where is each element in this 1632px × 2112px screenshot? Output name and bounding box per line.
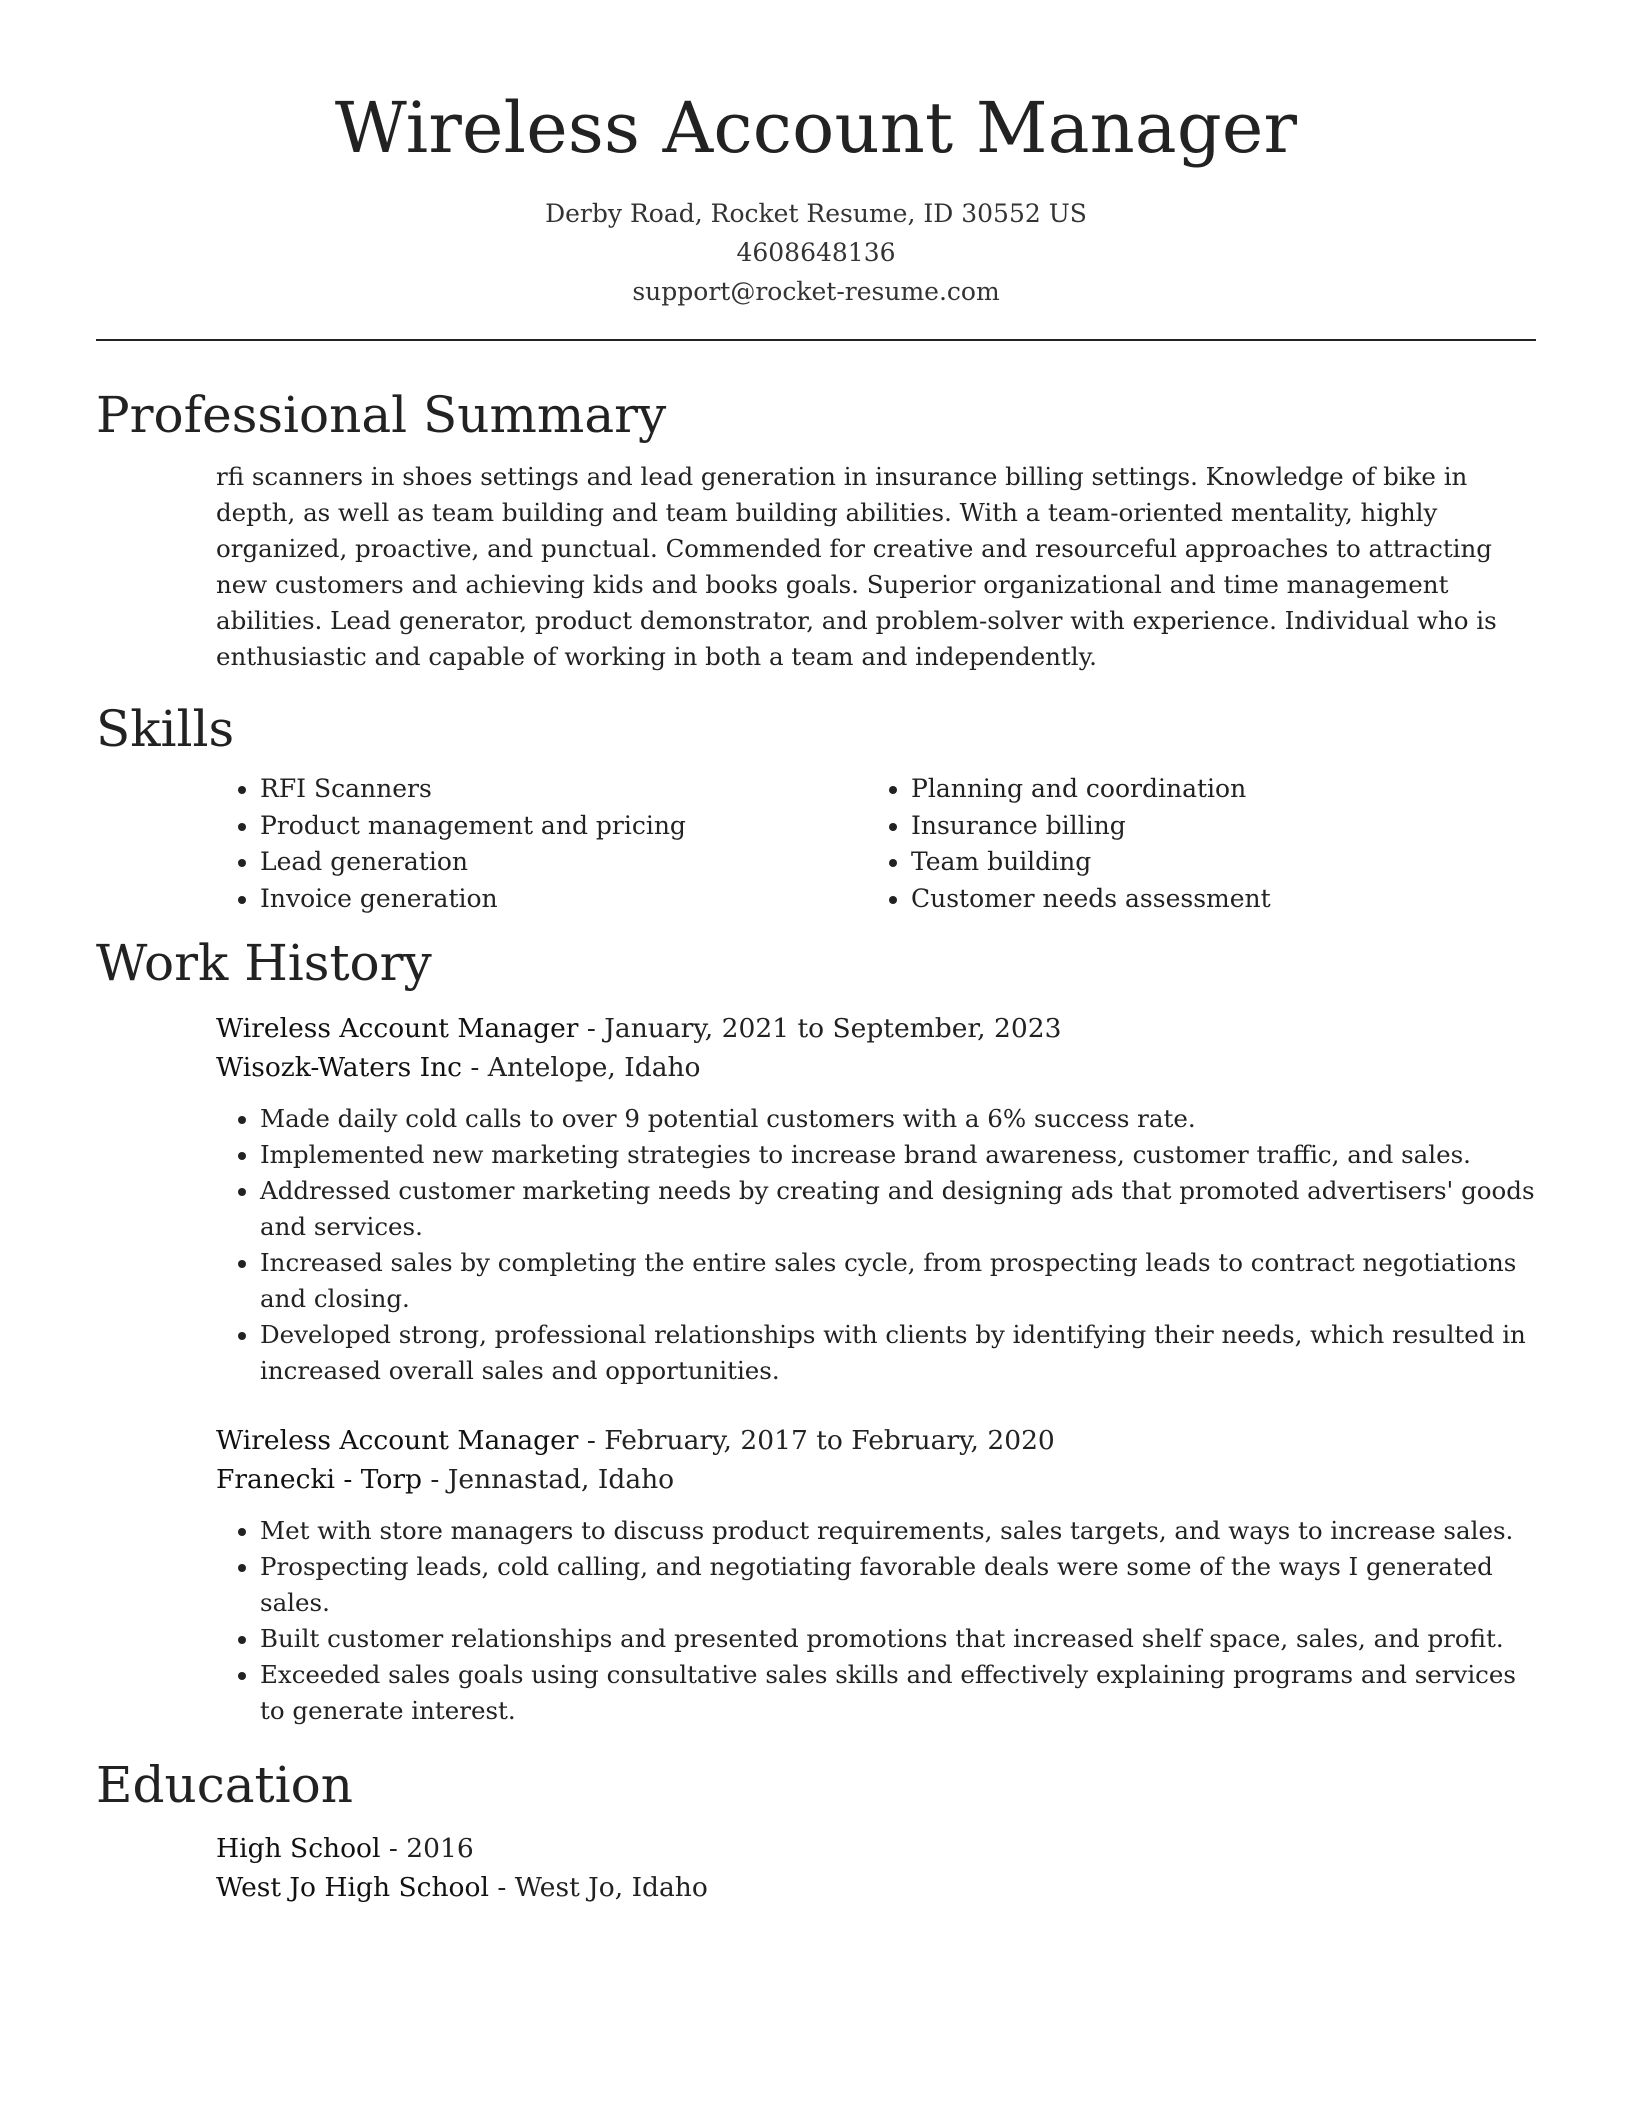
list-item: • Insurance billing <box>911 808 1518 845</box>
job-company-line <box>216 1048 1536 1087</box>
job-bullets <box>216 1101 1536 1389</box>
list-item: • Team building <box>911 844 1518 881</box>
list-item: • Made daily cold calls to over 9 potential customers with a 6% success rate. <box>260 1101 1536 1137</box>
skills-section <box>96 771 1536 917</box>
list-item: • Prospecting leads, cold calling, and negotiating favorable deals were some of the ways I generated sales. <box>260 1549 1536 1621</box>
education-section <box>96 1829 1536 1907</box>
skills-heading: Skills <box>96 700 235 758</box>
summary-text: rfi scanners in shoes settings and lead generation in insurance billing settings. Knowledge of bike in depth, as well as team building and team building abilities. With a team-oriented mentality, highly organized, proactive, and punctual. Commended for creative and resourceful approaches to attracting new customers and achieving kids and books goals. Superior organizational and time management abilities. Lead generator, product demonstrator, and problem-solver with experience. Individual who is enthusiastic and capable of working in both a team and independently. <box>216 462 1497 671</box>
skills-list-left <box>216 771 867 917</box>
job-title-line <box>216 1009 1536 1048</box>
list-item: • Built customer relationships and presented promotions that increased shelf space, sales, and profit. <box>260 1621 1536 1657</box>
list-item: • Developed strong, professional relationships with clients by identifying their needs, which resulted in increased overall sales and opportunities. <box>260 1317 1536 1389</box>
education-year: - 2016 <box>380 1833 474 1864</box>
education-heading: Education <box>96 1756 353 1814</box>
job-role: Wireless Account Manager <box>216 1013 579 1044</box>
job-company: Wisozk-Waters Inc <box>216 1052 462 1083</box>
job-location: - Antelope, Idaho <box>462 1052 701 1083</box>
job-title-line <box>216 1421 1536 1460</box>
education-location: - West Jo, Idaho <box>488 1872 708 1903</box>
summary-section <box>96 459 1536 675</box>
email-text: support@rocket-resume.com <box>632 277 1000 306</box>
education-school: West Jo High School <box>216 1872 489 1903</box>
job-location: - Jennastad, Idaho <box>421 1464 675 1495</box>
list-item: • RFI Scanners <box>260 771 867 808</box>
list-item: • Product management and pricing <box>260 808 867 845</box>
list-item: • Increased sales by completing the entire sales cycle, from prospecting leads to contract negotiations and closing. <box>260 1245 1536 1317</box>
job-dates: - January, 2021 to September, 2023 <box>578 1013 1062 1044</box>
job-entry <box>216 1421 1536 1729</box>
list-item: • Implemented new marketing strategies to increase brand awareness, customer traffic, and sales. <box>260 1137 1536 1173</box>
education-school-line <box>216 1868 1536 1907</box>
education-degree: High School <box>216 1833 381 1864</box>
header-divider <box>96 339 1536 341</box>
work-history-section <box>96 1009 1536 1729</box>
job-role: Wireless Account Manager <box>216 1425 579 1456</box>
resume-header <box>96 0 1536 311</box>
list-item: • Customer needs assessment <box>911 881 1518 918</box>
address-text: Derby Road, Rocket Resume, ID 30552 US <box>545 199 1087 228</box>
job-entry <box>216 1009 1536 1389</box>
work-history-heading: Work History <box>96 934 432 992</box>
job-company-line <box>216 1460 1536 1499</box>
phone-text: 4608648136 <box>736 238 896 267</box>
list-item: • Lead generation <box>260 844 867 881</box>
list-item: • Exceeded sales goals using consultative sales skills and effectively explaining programs and services to generate interest. <box>260 1657 1536 1729</box>
job-company: Franecki - Torp <box>216 1464 422 1495</box>
list-item: • Planning and coordination <box>911 771 1518 808</box>
page-title: Wireless Account Manager <box>334 87 1298 169</box>
job-bullets <box>216 1513 1536 1729</box>
education-degree-line <box>216 1829 1536 1868</box>
skills-list-right <box>867 771 1518 917</box>
list-item: • Met with store managers to discuss product requirements, sales targets, and ways to increase sales. <box>260 1513 1536 1549</box>
skills-columns <box>216 771 1536 917</box>
job-dates: - February, 2017 to February, 2020 <box>578 1425 1055 1456</box>
list-item: • Addressed customer marketing needs by creating and designing ads that promoted advertisers' goods and services. <box>260 1173 1536 1245</box>
summary-heading: Professional Summary <box>96 386 667 444</box>
list-item: • Invoice generation <box>260 881 867 918</box>
contact-block <box>96 194 1536 311</box>
